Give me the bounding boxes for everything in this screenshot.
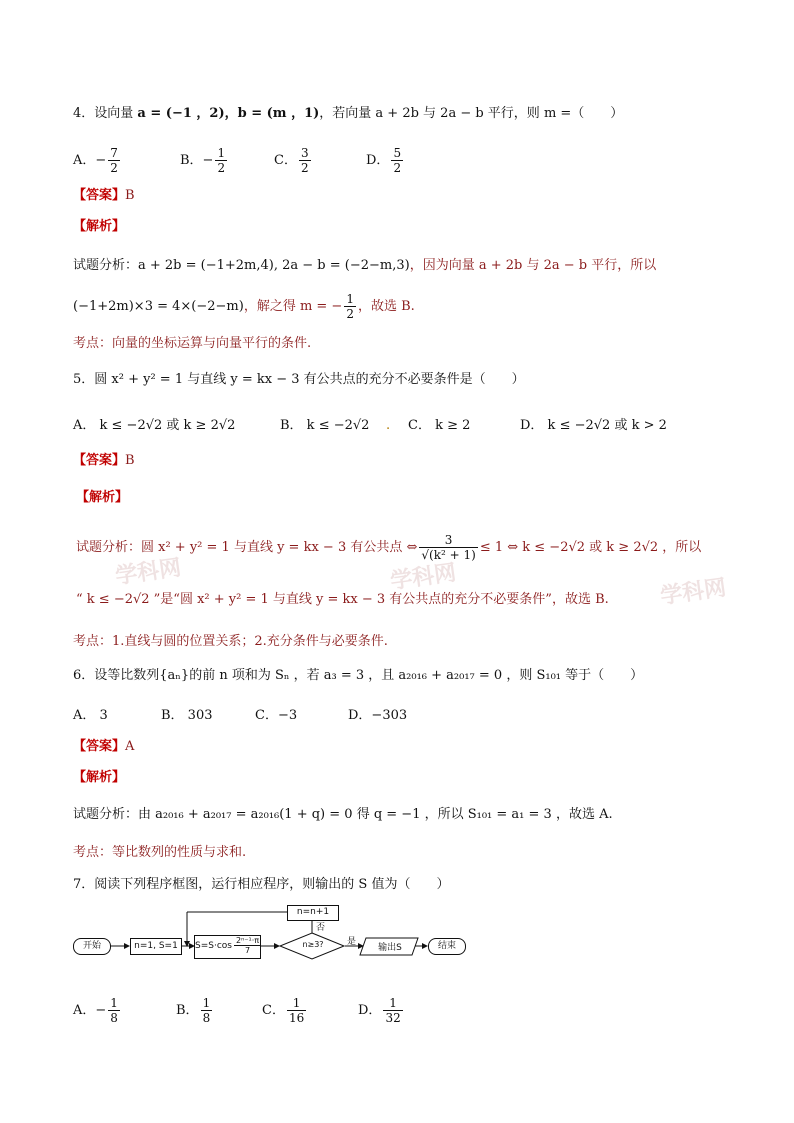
flowchart-process: S=S·cos $\frac{\text{2ⁿ⁻¹·π}}{7}$ bbox=[194, 935, 261, 959]
flowchart-no-label: 否 bbox=[316, 923, 326, 933]
q4-analysis-line2: (−1+2m)×3 = 4×(−2−m)，解之得 m = − $\frac{1}{2}$ ，故选 B. bbox=[73, 292, 415, 321]
q6-analysis-label: 【解析】 bbox=[73, 770, 126, 785]
q4-option-d[interactable]: D． $\frac{5}{2}$ bbox=[366, 146, 402, 175]
q4-analysis-line1: 试题分析：a + 2b = (−1+2m,4), 2a − b = (−2−m,3)，因为向量 a + 2b 与 2a − b 平行，所以 bbox=[73, 258, 657, 273]
flowchart-increment: n=n+1 bbox=[287, 905, 339, 921]
q7-option-a[interactable]: A．− $\frac{1}{8}$ bbox=[73, 996, 118, 1025]
q6-option-a[interactable]: A． 3 bbox=[73, 708, 108, 723]
flowchart-connectors bbox=[73, 900, 483, 965]
q6-option-b[interactable]: B． 303 bbox=[161, 708, 213, 723]
q4-option-a[interactable]: A．− $\frac{7}{2}$ bbox=[73, 146, 118, 175]
q4-analysis-label: 【解析】 bbox=[73, 219, 126, 234]
q7-option-d[interactable]: D． $\frac{1}{32}$ bbox=[358, 996, 401, 1025]
watermark: 学科网 bbox=[113, 555, 183, 590]
flowchart bbox=[73, 900, 483, 965]
watermark: 学科网 bbox=[658, 575, 728, 610]
q6-analysis: 试题分析：由 a₂₀₁₆ + a₂₀₁₇ = a₂₀₁₆(1 + q) = 0 得 q = −1 ，所以 S₁₀₁ = a₁ = 3 ，故选 A. bbox=[73, 807, 613, 822]
q5-stem: 5．圆 x² + y² = 1 与直线 y = kx − 3 有公共点的充分不必要条件是（ ） bbox=[73, 372, 525, 387]
q6-option-c[interactable]: C．−3 bbox=[255, 708, 298, 723]
q5-analysis-label: 【解析】 bbox=[76, 490, 129, 505]
q7-option-b[interactable]: B． $\frac{1}{8}$ bbox=[176, 996, 211, 1025]
flowchart-init: n=1, S=1 bbox=[130, 938, 182, 955]
q5-option-a[interactable]: A． k ≤ −2√2 或 k ≥ 2√2 bbox=[73, 418, 236, 433]
q5-point: 考点：1.直线与圆的位置关系；2.充分条件与必要条件. bbox=[73, 634, 388, 649]
q7-option-c[interactable]: C． $\frac{1}{16}$ bbox=[262, 996, 305, 1025]
q4-stem: 4．设向量 a = (−1 ，2)，b = (m ，1)，若向量 a + 2b 与 2a − b 平行，则 m =（ ） bbox=[73, 106, 624, 121]
q5-dot: . bbox=[386, 418, 391, 433]
flowchart-condition: n≥3? bbox=[302, 940, 324, 949]
q4-option-b[interactable]: B．− $\frac{1}{2}$ bbox=[180, 146, 226, 175]
q5-option-c[interactable]: C． k ≥ 2 bbox=[408, 418, 471, 433]
flowchart-start: 开始 bbox=[73, 938, 111, 955]
q4-answer: 【答案】B bbox=[73, 188, 135, 203]
q5-analysis-line2: “ k ≤ −2√2 ”是“圆 x² + y² = 1 与直线 y = kx − 3 有公共点的充分不必要条件”，故选 B. bbox=[76, 592, 609, 607]
q4-option-c[interactable]: C． $\frac{3}{2}$ bbox=[274, 146, 309, 175]
flowchart-yes-label: 是 bbox=[347, 937, 357, 947]
flowchart-end: 结束 bbox=[428, 938, 466, 955]
q6-stem: 6．设等比数列{aₙ}的前 n 项和为 Sₙ ，若 a₃ = 3 ，且 a₂₀₁₆ + a₂₀₁₇ = 0 ，则 S₁₀₁ 等于（ ） bbox=[73, 668, 644, 683]
q5-option-b[interactable]: B． k ≤ −2√2 bbox=[280, 418, 370, 433]
q7-stem: 7．阅读下列程序框图，运行相应程序，则输出的 S 值为（ ） bbox=[73, 877, 450, 892]
q5-analysis-line1: 试题分析：圆 x² + y² = 1 与直线 y = kx − 3 有公共点 ⇔ $\frac{3}{\text{√(k² + 1)}}$ ≤ 1 ⇔ k ≤ −2√2 或 k ≥ 2√2 ，所以 bbox=[76, 533, 702, 562]
flowchart-output: 输出S bbox=[378, 943, 402, 953]
q6-option-d[interactable]: D．−303 bbox=[348, 708, 408, 723]
q4-point: 考点：向量的坐标运算与向量平行的条件. bbox=[73, 336, 312, 351]
watermark: 学科网 bbox=[388, 560, 458, 595]
q5-option-d[interactable]: D． k ≤ −2√2 或 k > 2 bbox=[520, 418, 667, 433]
q5-answer: 【答案】B bbox=[73, 453, 135, 468]
q6-answer: 【答案】A bbox=[73, 739, 135, 754]
q6-point: 考点：等比数列的性质与求和. bbox=[73, 845, 247, 860]
